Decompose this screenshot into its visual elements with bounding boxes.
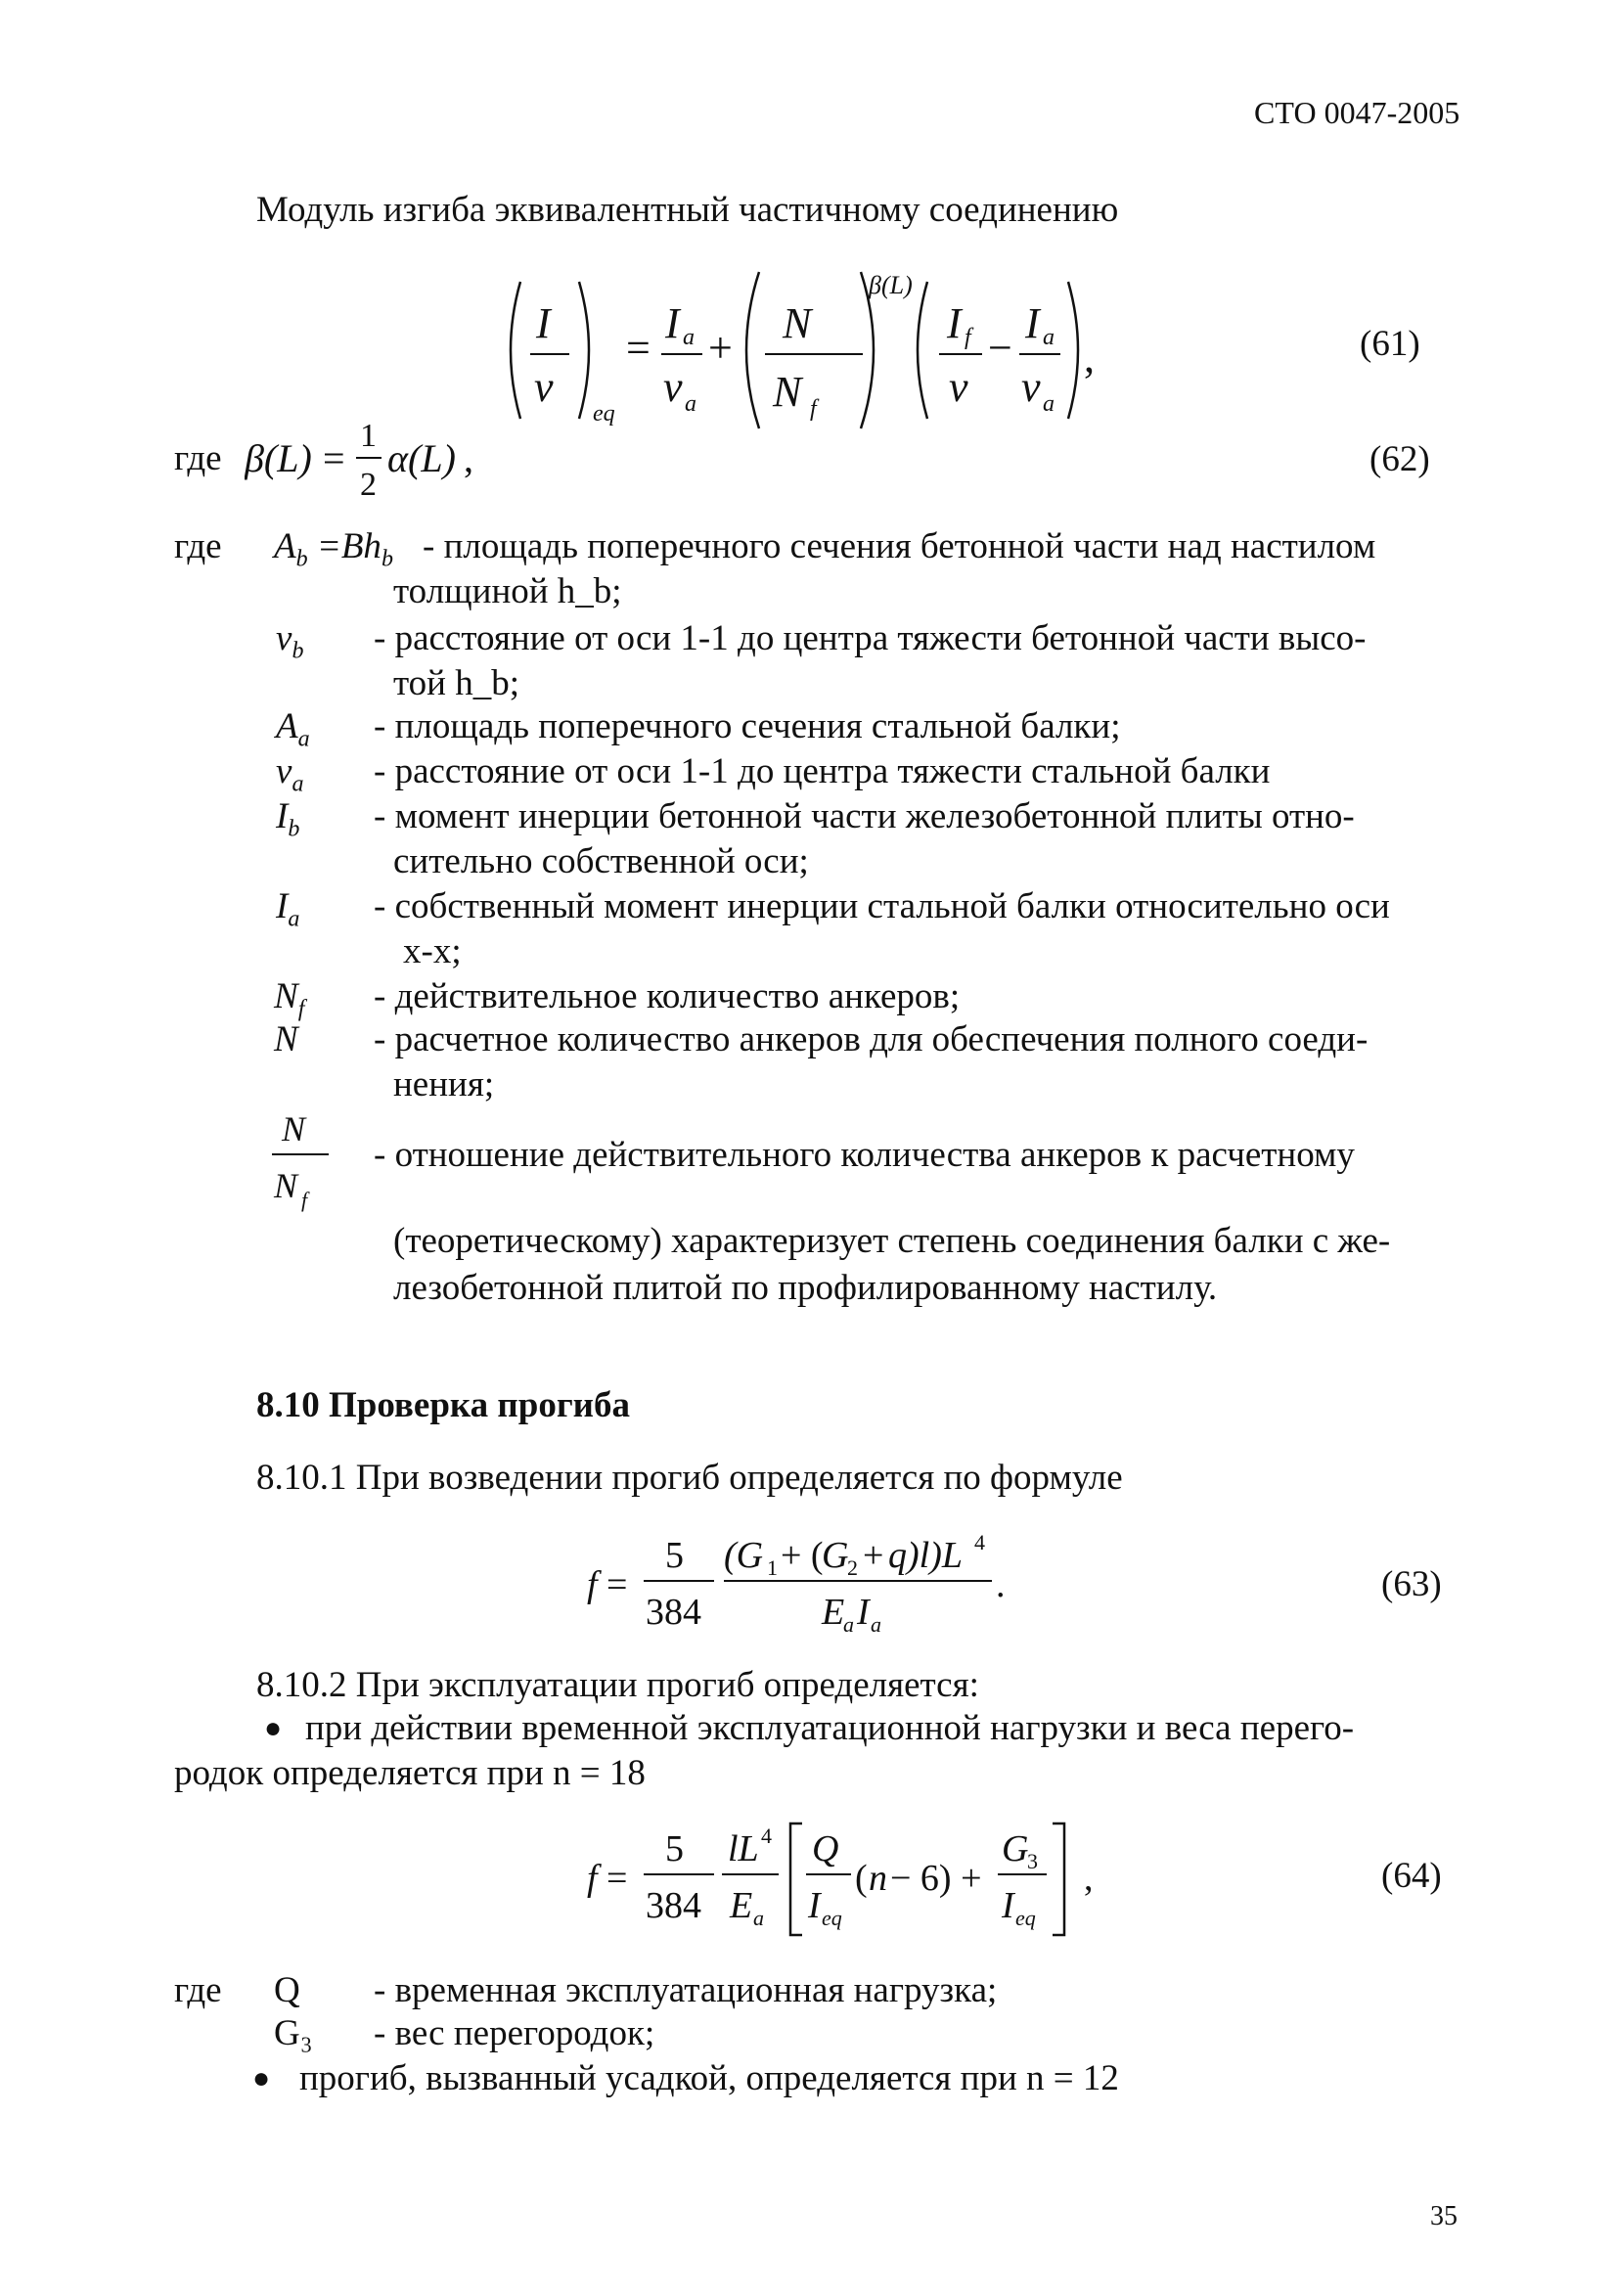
svg-text:v: v [534,363,554,411]
svg-text:f: f [301,1188,308,1212]
svg-text:=: = [323,436,345,480]
svg-text:lL: lL [728,1828,759,1869]
svg-text:5: 5 [665,1535,684,1576]
svg-text:β(L): β(L) [869,271,913,299]
defs-where: где [174,526,222,566]
equation-62 [245,411,538,509]
equation-64 [587,1810,1115,1947]
def-cont-Ib: сительно собственной оси; [393,841,809,881]
svg-text:I: I [808,1885,821,1926]
svg-text:N: N [274,1166,298,1205]
def-text-Ia: - собственный момент инерции стальной балки относительно оси [374,886,1390,926]
svg-text:I: I [1025,299,1040,347]
def2-symbol-Q: Q [274,1970,300,2010]
def-cont-vb: той h_b; [393,663,520,703]
svg-text:v: v [949,363,968,411]
doc-code: СТО 0047-2005 [1254,95,1460,130]
svg-text:α(L): α(L) [387,436,456,480]
equation-61 [499,254,1164,440]
svg-text:384: 384 [646,1592,701,1633]
def-symbol-vb: $v_b$ [276,618,304,664]
svg-text:384: 384 [646,1885,701,1926]
bullet-icon: ● [264,1712,283,1744]
svg-text:(: ( [855,1858,868,1899]
def-cont-Ia: х-х; [403,931,462,971]
svg-text:I: I [1002,1885,1014,1926]
svg-text:I: I [665,299,680,347]
paragraph-8-10-1: 8.10.1 При возведении прогиб определяется по формуле [256,1458,1123,1498]
svg-text:I: I [857,1592,870,1633]
svg-text:.: . [996,1564,1006,1605]
def-symbol-Ab: $A_b =Bh_b$ [274,526,393,572]
def-text-Ib: - момент инерции бетонной части железобетонной плиты отно- [374,796,1355,836]
svg-text:a: a [1043,325,1055,350]
svg-text:N: N [282,1109,306,1148]
svg-text:5: 5 [665,1828,684,1869]
svg-text:a: a [1043,391,1055,417]
bullet1-line1: при действии временной эксплуатационной нагрузки и веса перего- [305,1708,1355,1748]
svg-text:=: = [606,1858,628,1899]
def2-text-Q: - временная эксплуатационная нагрузка; [374,1970,998,2010]
equation-64-graphic [587,1810,1115,1947]
defs2-where: где [174,1970,222,2010]
svg-text:f: f [587,1858,598,1899]
def-symbol-Ia: $I_a$ [276,886,300,932]
svg-text:q)l)L: q)l)L [888,1535,963,1576]
def-symbol-Aa: $A_a$ [276,706,310,752]
equation-63 [587,1526,1037,1643]
def-text-Nf: - действительное количество анкеров; [374,976,961,1016]
svg-text:Q: Q [812,1828,839,1869]
intro-text: Модуль изгиба эквивалентный частичному соединению [256,190,1119,230]
svg-text:G: G [1002,1828,1029,1869]
svg-text:a: a [871,1612,881,1637]
equation-number-61: (61) [1360,324,1420,364]
equation-61-graphic [499,254,1164,440]
svg-text:+: + [708,324,733,372]
svg-text:+ (: + ( [781,1535,824,1576]
svg-text:eq: eq [822,1906,842,1930]
bullet-icon: ● [252,2062,271,2094]
svg-text:f: f [965,325,971,350]
svg-text:− 6) +: − 6) + [890,1858,982,1899]
bullet1-line2: родок определяется при n = 18 [174,1753,646,1793]
svg-text:1: 1 [360,418,377,454]
def-symbol-N: N [274,1019,298,1059]
svg-text:a: a [753,1906,764,1930]
svg-text:E: E [730,1885,753,1926]
svg-text:eq: eq [593,401,615,427]
ratio-graphic [264,1105,342,1213]
svg-text:(G: (G [724,1535,764,1576]
def-text-N: - расчетное количество анкеров для обеспечения полного соеди- [374,1019,1369,1059]
svg-text:=: = [626,324,651,372]
svg-text:v: v [1021,363,1041,411]
equation-63-graphic [587,1526,1037,1643]
eq62-prefix: где [174,438,222,478]
svg-text:v: v [663,363,683,411]
bullet2-text: прогиб, вызванный усадкой, определяется при n = 12 [299,2058,1119,2098]
svg-text:I: I [947,299,962,347]
svg-text:n: n [869,1858,887,1899]
equation-62-graphic [245,411,538,509]
section-title: 8.10 Проверка прогиба [256,1385,630,1425]
svg-text:f: f [587,1564,598,1605]
page-number: 35 [1430,2201,1458,2231]
svg-text:eq: eq [1015,1906,1036,1930]
svg-text:I: I [536,299,551,347]
def2-symbol-G3: G₃ [274,2013,313,2053]
svg-text:f: f [810,396,817,422]
svg-text:E: E [822,1592,845,1633]
def-symbol-Ib: $I_b$ [276,796,300,842]
def-symbol-Nf: $N_f$ [274,976,305,1022]
equation-number-62: (62) [1369,439,1430,479]
paragraph-8-10-2: 8.10.2 При эксплуатации прогиб определяется: [256,1665,979,1705]
svg-text:+: + [863,1535,884,1576]
svg-text:a: a [685,391,696,417]
def-symbol-va: $v_a$ [276,751,304,797]
svg-text:2: 2 [360,467,377,503]
def-cont2-ratio: лезобетонной плитой по профилированному настилу. [393,1268,1218,1308]
def-text-Ab: - площадь поперечного сечения бетонной части над настилом [423,526,1376,566]
svg-text:3: 3 [1027,1849,1038,1873]
svg-text:G: G [822,1535,849,1576]
svg-text:a: a [683,325,695,350]
equation-number-64: (64) [1381,1856,1442,1896]
svg-text:2: 2 [847,1555,858,1580]
equation-number-63: (63) [1381,1564,1442,1604]
svg-text:β(L): β(L) [245,436,312,480]
svg-text:4: 4 [974,1530,985,1554]
svg-text:4: 4 [761,1823,772,1848]
svg-text:−: − [988,324,1012,372]
svg-text:=: = [606,1564,628,1605]
svg-text:a: a [843,1612,854,1637]
svg-text:N: N [783,299,812,347]
svg-text:,: , [1084,334,1095,382]
def-text-Aa: - площадь поперечного сечения стальной балки; [374,706,1121,746]
svg-text:,: , [464,436,473,480]
def-text-va: - расстояние от оси 1-1 до центра тяжести стальной балки [374,751,1271,791]
svg-text:N: N [773,368,802,416]
def-cont-N: нения; [393,1064,495,1104]
def-cont-Ab: толщиной h_b; [393,571,622,611]
def-text-vb: - расстояние от оси 1-1 до центра тяжести бетонной части высо- [374,618,1367,658]
def2-text-G3: - вес перегородок; [374,2013,655,2053]
def-symbol-ratio [264,1105,342,1213]
def-text-ratio: - отношение действительного количества анкеров к расчетному [374,1135,1355,1175]
svg-text:,: , [1084,1858,1094,1899]
svg-text:1: 1 [767,1555,778,1580]
def-cont-ratio: (теоретическому) характеризует степень соединения балки с же- [393,1221,1391,1261]
